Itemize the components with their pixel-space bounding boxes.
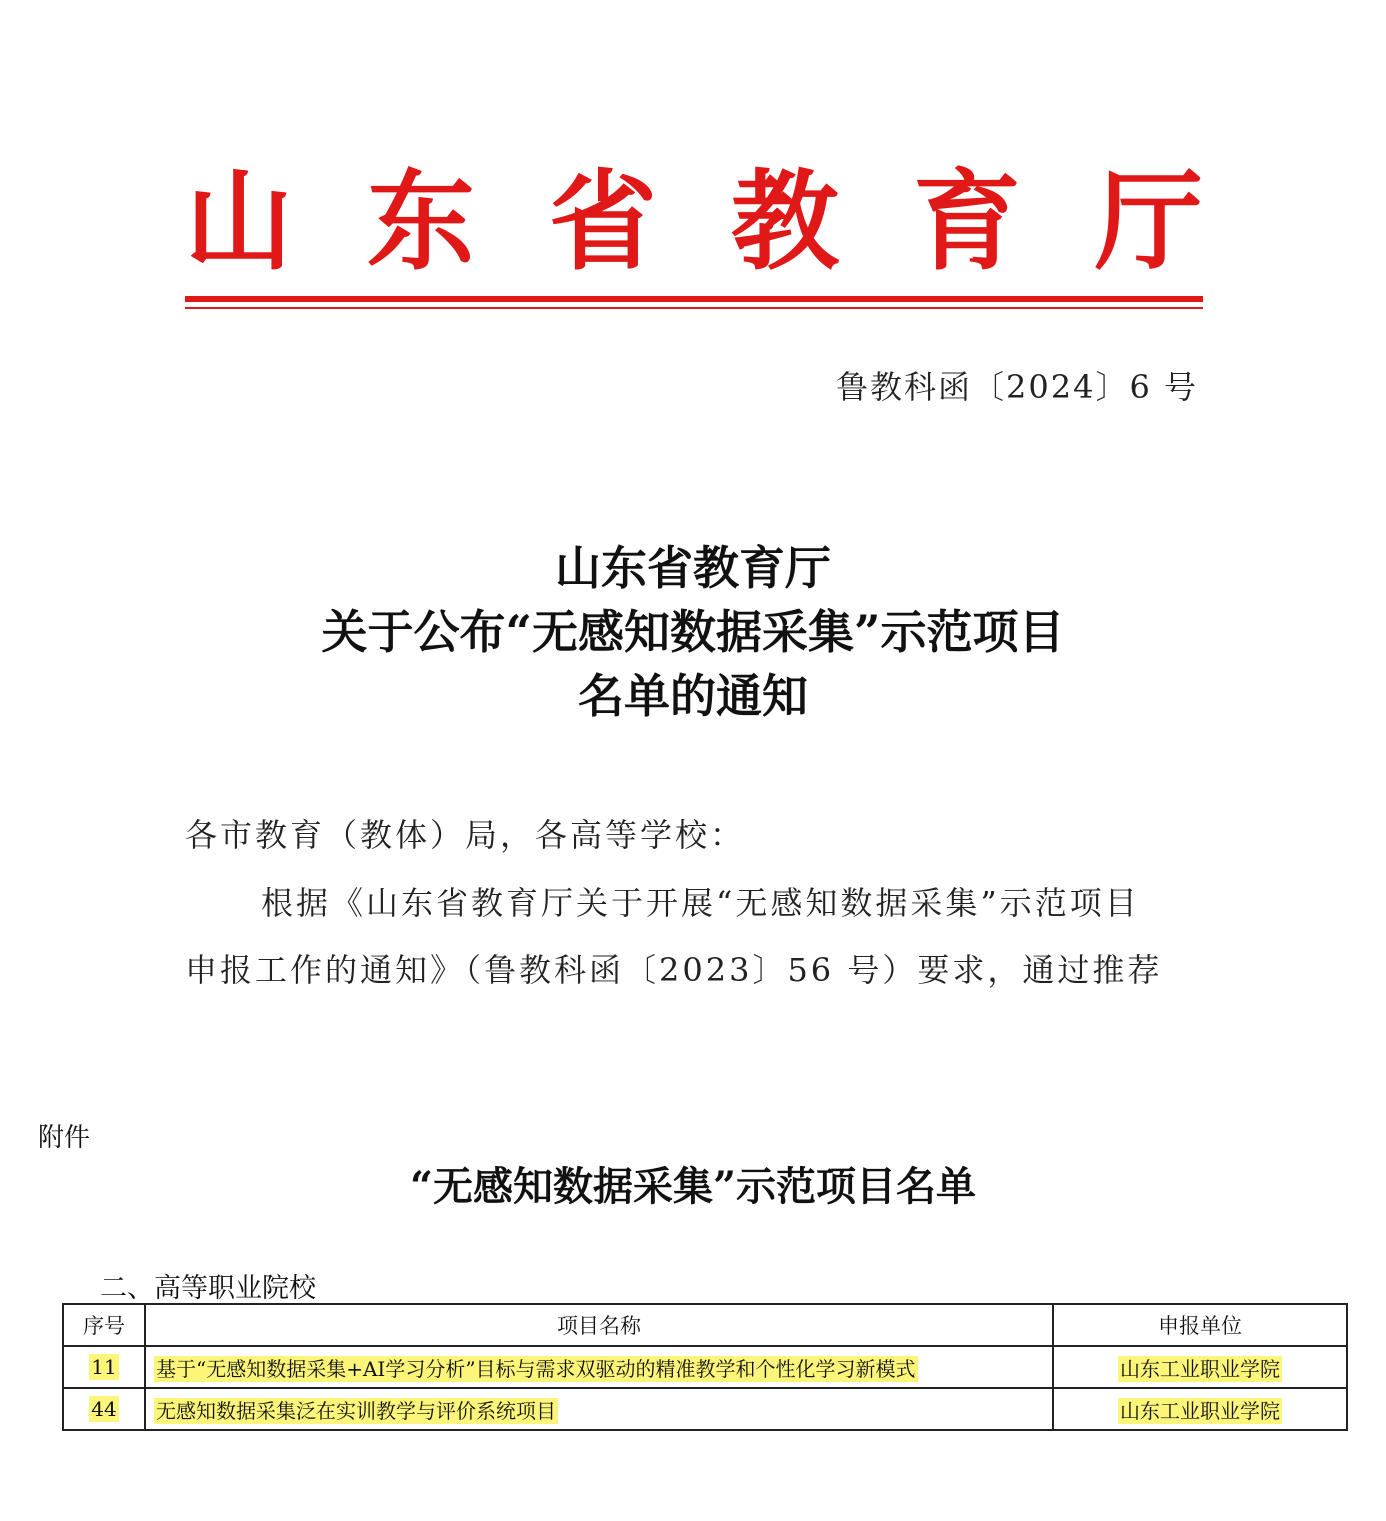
row-name-cell: [145, 1388, 1053, 1430]
masthead-char: 厅: [1094, 160, 1203, 285]
masthead-char: 东: [366, 160, 475, 285]
table-row: [63, 1388, 1347, 1430]
row-unit-cell: [1053, 1388, 1347, 1430]
row-name: 无感知数据采集泛在实训教学与评价系统项目: [156, 1398, 556, 1423]
masthead-char: 教: [730, 160, 839, 285]
title-line-2: 关于公布“无感知数据采集”示范项目: [321, 605, 1065, 659]
document-number: 鲁教科函〔2024〕6 号: [836, 368, 1198, 406]
row-no: 44: [91, 1397, 117, 1421]
masthead-char: 山: [185, 160, 294, 285]
row-name: 基于“无感知数据采集+AI学习分析”目标与需求双驱动的精准教学和个性化学习新模式: [156, 1356, 916, 1381]
masthead-rule-thin: [185, 307, 1203, 309]
row-name-cell: [145, 1346, 1053, 1388]
list-title: “无感知数据采集”示范项目名单: [409, 1163, 976, 1210]
row-no-cell: [63, 1388, 145, 1430]
table-header-row: [63, 1304, 1347, 1346]
masthead-char: 育: [912, 160, 1021, 285]
header-unit: 申报单位: [1053, 1304, 1347, 1346]
title-line-3: 名单的通知: [578, 669, 808, 723]
row-unit-cell: [1053, 1346, 1347, 1388]
header-name: 项目名称: [145, 1304, 1053, 1346]
masthead: [185, 160, 1203, 285]
body-line-2: 申报工作的通知》（鲁教科函〔2023〕56 号）要求，通过推荐: [185, 951, 1163, 989]
header-no: 序号: [63, 1304, 145, 1346]
title-line-1: 山东省教育厅: [555, 541, 831, 595]
document-title: [0, 536, 1386, 728]
body-line-1: 根据《山东省教育厅关于开展“无感知数据采集”示范项目: [261, 884, 1140, 922]
attachment-label: 附件: [38, 1123, 91, 1153]
section-heading: 二、高等职业院校: [100, 1273, 316, 1304]
row-unit: 山东工业职业学院: [1120, 1398, 1280, 1423]
salutation: 各市教育（教体）局，各高等学校：: [185, 816, 746, 854]
row-no-cell: [63, 1346, 145, 1388]
row-unit: 山东工业职业学院: [1120, 1356, 1280, 1381]
row-no: 11: [91, 1355, 117, 1379]
masthead-rule-thick: [185, 296, 1203, 302]
table-row: [63, 1346, 1347, 1388]
masthead-char: 省: [548, 160, 657, 285]
projects-table: [62, 1303, 1348, 1431]
